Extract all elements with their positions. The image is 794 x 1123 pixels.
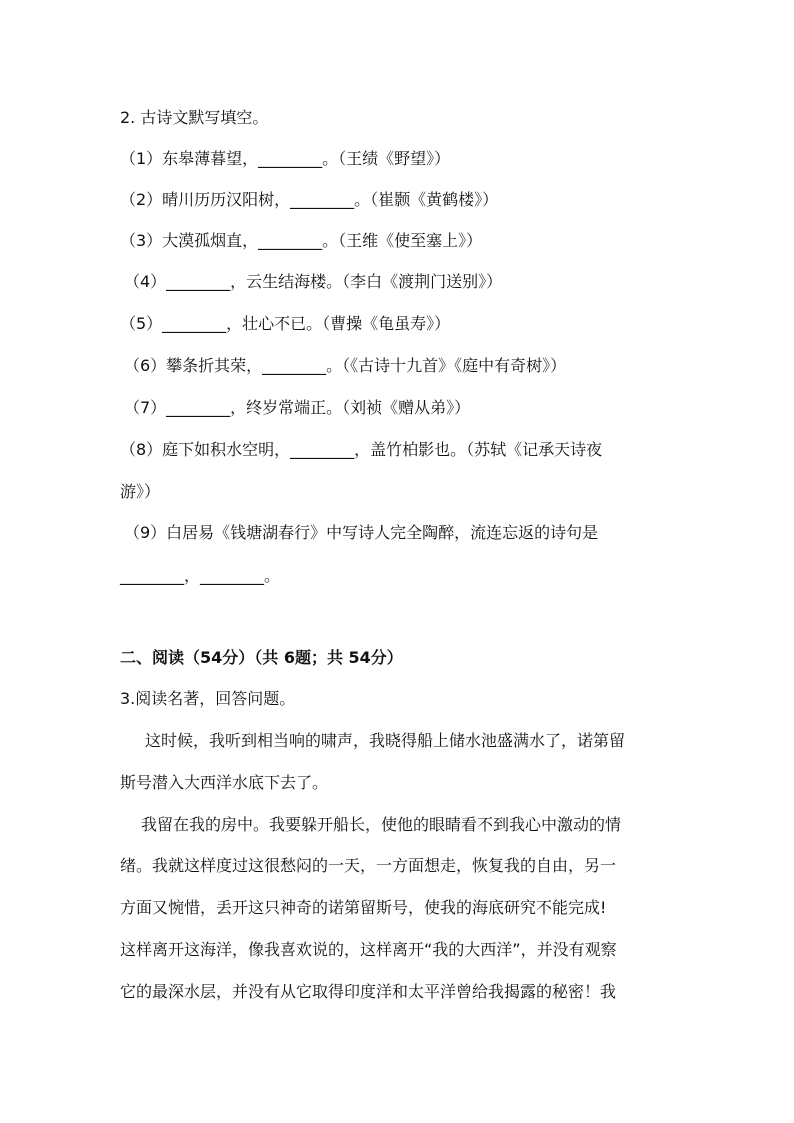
q2-item-8-continued: 游》） [120, 482, 161, 501]
q2-item-1: （1）东皋薄暮望，________。（王绩《野望》） [120, 149, 451, 168]
q2-item-9-blanks: ________，________。 [120, 566, 281, 585]
q2-item-6: （6）攀条折其荣，________。（《古诗十九首》《庭中有奇树》） [124, 356, 567, 375]
question-3-title: 3.阅读名著，回答问题。 [120, 689, 296, 708]
q2-item-3: （3）大漠孤烟直，________。（王维《使至塞上》） [120, 231, 483, 250]
passage-line-1: 这时候，我听到相当响的啸声，我晓得船上储水池盛满水了，诺第留 [145, 731, 626, 750]
section-2-heading: 二、阅读（54分）（共 6题；共 54分） [120, 648, 403, 667]
passage-line-5: 方面又惋惜，丢开这只神奇的诺第留斯号，使我的海底研究不能完成! [120, 898, 607, 917]
q2-item-7: （7）________，终岁常端正。（刘祯《赠从弟》） [124, 398, 471, 417]
q2-item-8: （8）庭下如积水空明，________，盖竹柏影也。（苏轼《记承天诗夜 [120, 440, 603, 459]
passage-line-4: 绪。我就这样度过这很愁闷的一天，一方面想走，恢复我的自由，另一 [120, 856, 617, 875]
passage-line-7: 它的最深水层，并没有从它取得印度洋和太平洋曾给我揭露的秘密！我 [120, 982, 617, 1001]
question-2-title: 2. 古诗文默写填空。 [120, 108, 269, 127]
passage-line-3: 我留在我的房中。我要躲开船长，使他的眼睛看不到我心中激动的情 [141, 815, 622, 834]
passage-line-6: 这样离开这海洋，像我喜欢说的，这样离开“我的大西洋”，并没有观察 [120, 940, 617, 959]
q2-item-2: （2）晴川历历汉阳树，________。（崔颢《黄鹤楼》） [120, 190, 499, 209]
q2-item-4: （4）________，云生结海楼。（李白《渡荆门送别》） [124, 272, 503, 291]
q2-item-5: （5）________，壮心不已。（曹操《龟虽寿》） [120, 314, 451, 333]
q2-item-9: （9）白居易《钱塘湖春行》中写诗人完全陶醉，流连忘返的诗句是 [124, 523, 599, 542]
passage-line-2: 斯号潜入大西洋水底下去了。 [120, 773, 329, 792]
